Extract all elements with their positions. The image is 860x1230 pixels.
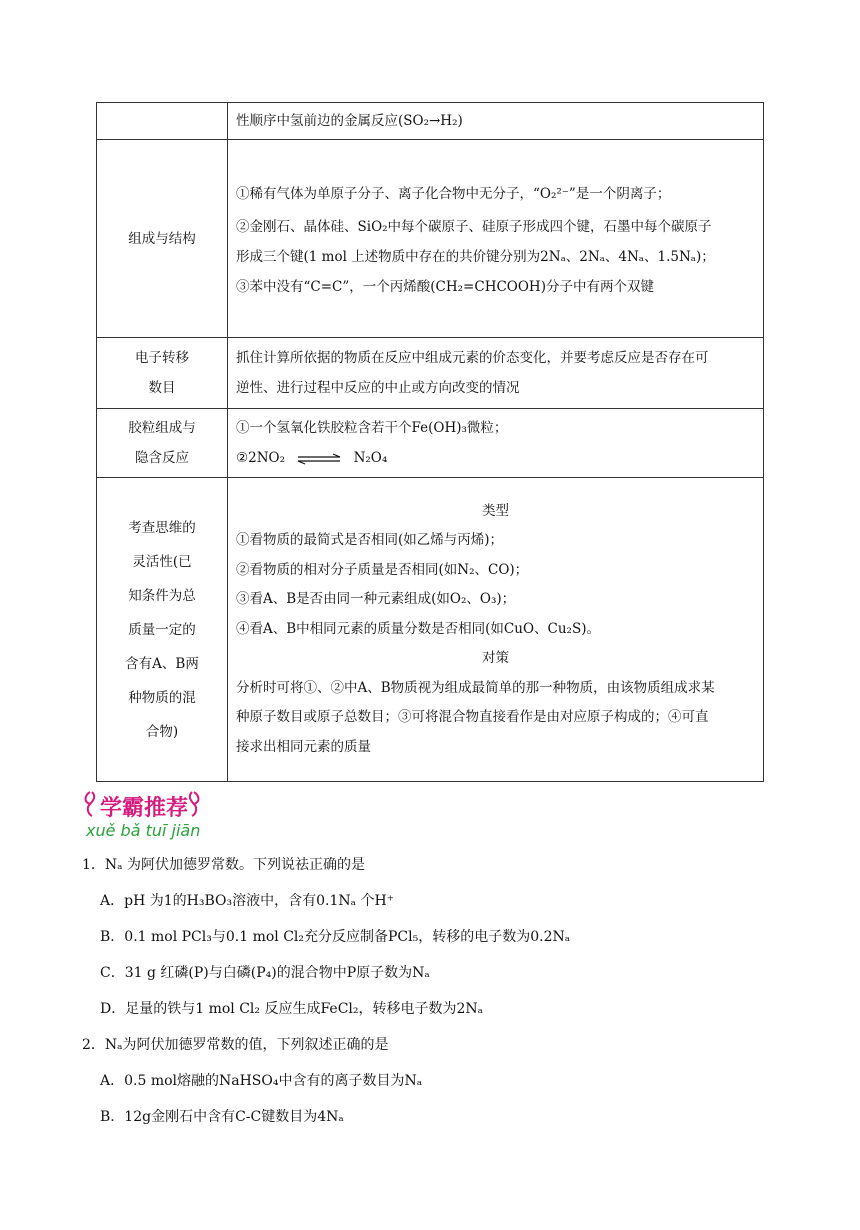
content-line: ②金刚石、晶体硅、SiO₂中每个碳原子、硅原子形成四个键，石墨中每个碳原子 (236, 218, 712, 235)
content-line: ②看物质的相对分子质量是否相同(如N₂、CO)； (236, 561, 529, 578)
right-flourish-icon (190, 792, 199, 816)
product-formula: N₂O₄ (353, 450, 388, 466)
label-line: 知条件为总 (128, 587, 196, 604)
content-line: ③看A、B是否由同一种元素组成(如O₂、O₃)； (236, 591, 516, 608)
label-line: 隐含反应 (135, 450, 189, 466)
content-line: ①看物质的最简式是否相同(如乙烯与丙烯)； (236, 532, 504, 549)
badge-pinyin: xuě bǎ tuī jiān (86, 821, 201, 840)
table-row (97, 338, 764, 409)
equilibrium-line (236, 443, 755, 473)
badge-title: 学霸推荐 (100, 796, 189, 821)
label-line: 合物) (145, 723, 179, 740)
label-line: 数目 (148, 380, 176, 396)
row-content (228, 140, 764, 338)
content-line: 形成三个键(1 mol 上述物质中存在的共价键分别为2Nₐ、2Nₐ、4Nₐ、1.5Nₐ)； (236, 248, 715, 265)
table-row (97, 478, 764, 782)
content-line: 逆性、进行过程中反应的中止或方向改变的情况 (236, 380, 520, 396)
row-label-composition: 组成与结构 (97, 140, 228, 338)
content-line: ④看A、B中相同元素的质量分数是否相同(如CuO、Cu₂S)。 (236, 620, 600, 637)
content-line: 接求出相同元素的质量 (236, 738, 371, 755)
left-flourish-icon (86, 792, 95, 816)
label-line: 考查思维的 (128, 519, 196, 536)
table-row (97, 103, 764, 140)
row-label-colloid (97, 409, 228, 478)
row-content (228, 338, 764, 409)
row-label-empty (97, 103, 228, 140)
question-option: C．31 g 红磷(P)与白磷(P₄)的混合物中P原子数为Nₐ (100, 965, 430, 981)
recommendation-badge-logo (82, 788, 242, 842)
row-content (228, 409, 764, 478)
content-line: ①一个氢氧化铁胶粒含若干个Fe(OH)₃微粒； (236, 420, 508, 436)
questions-section (82, 850, 782, 1230)
row-content (228, 478, 764, 782)
label-line: 质量一定的 (128, 621, 196, 638)
label-line: 种物质的混 (128, 689, 196, 706)
question-option: D．足量的铁与1 mol Cl₂ 反应生成FeCl₂，转移电子数为2Nₐ (100, 1001, 484, 1017)
table-row (97, 409, 764, 478)
label-line: 含有A、B两 (125, 655, 199, 672)
reactant-formula: ②2NO₂ (236, 450, 285, 466)
knowledge-table (96, 102, 764, 782)
row-label-flexibility (97, 478, 228, 782)
content-line: ③苯中没有“C=C”，一个丙烯酸(CH₂=CHCOOH)分子中有两个双键 (236, 278, 654, 295)
content-line: 种原子数目或原子总数目；③可将混合物直接看作是由对应原子构成的；④可直 (236, 709, 709, 726)
reversible-arrow-icon (295, 453, 343, 465)
question-option: A．pH 为1的H₃BO₃溶液中，含有0.1Nₐ 个H⁺ (100, 893, 395, 909)
question-stem: 1．Nₐ 为阿伏加德罗常数。下列说祛正确的是 (82, 857, 366, 873)
row-content (228, 103, 764, 140)
question-option: B．0.1 mol PCl₃与0.1 mol Cl₂充分反应制备PCl₅，转移的电子数为0.2Nₐ (100, 929, 571, 945)
question-option: A．0.5 mol熔融的NaHSO₄中含有的离子数目为Nₐ (100, 1073, 423, 1089)
label-line: 灵活性(已 (132, 553, 192, 570)
row-label-electron-transfer (97, 338, 228, 409)
question-stem: 2．Nₐ为阿伏加德罗常数的值，下列叙述正确的是 (82, 1037, 389, 1053)
label-line: 胶粒组成与 (128, 420, 196, 436)
content-line: 分析时可将①、②中A、B物质视为组成最简单的那一种物质，由该物质组成求某 (236, 679, 715, 696)
content-line: 抓住计算所依据的物质在反应中组成元素的价态变化，并要考虑反应是否存在可 (236, 350, 709, 366)
content-line: ①稀有气体为单原子分子、离子化合物中无分子，“O₂²⁻”是一个阴离子； (236, 185, 671, 202)
table-row (97, 140, 764, 338)
section-heading-type: 类型 (482, 502, 509, 519)
section-heading-strategy: 对策 (482, 650, 509, 667)
question-option: B．12g金刚石中含有C-C键数目为4Nₐ (100, 1109, 344, 1125)
label-line: 电子转移 (135, 350, 189, 366)
content-line: 性顺序中氢前边的金属反应(SO₂→H₂) (236, 113, 463, 129)
